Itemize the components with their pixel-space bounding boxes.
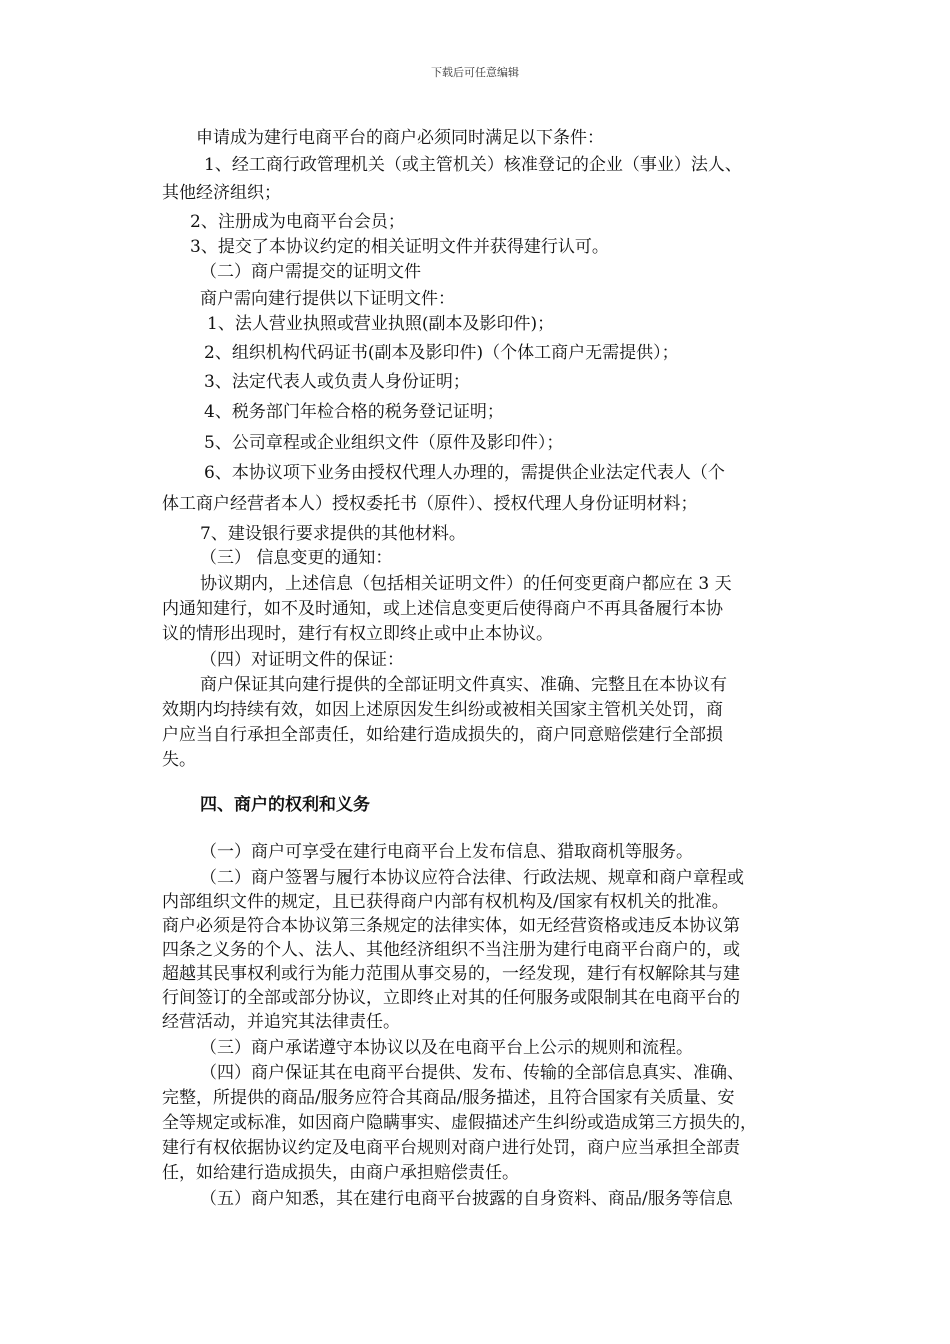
- para-line: 失。: [162, 750, 196, 770]
- list-item: 5、公司章程或企业组织文件（原件及影印件）；: [204, 433, 564, 453]
- list-item: 4、税务部门年检合格的税务登记证明；: [204, 402, 504, 422]
- list-item: 2、组织机构代码证书(副本及影印件)（个体工商户无需提供）；: [204, 343, 679, 363]
- para-line: 其他经济组织；: [162, 183, 281, 203]
- para-line: 经营活动，并追究其法律责任。: [162, 1012, 400, 1032]
- para-line: 商户需向建行提供以下证明文件：: [200, 289, 455, 309]
- para-line: 议的情形出现时，建行有权立即终止或中止本协议。: [162, 624, 553, 644]
- para-line: 体工商户经营者本人）授权委托书（原件）、授权代理人身份证明材料；: [162, 494, 698, 514]
- para-line: 完整，所提供的商品/服务应符合其商品/服务描述，且符合国家有关质量、安: [162, 1088, 735, 1108]
- list-item: 7、建设银行要求提供的其他材料。: [200, 524, 466, 544]
- list-item: 6、本协议项下业务由授权代理人办理的，需提供企业法定代表人（个: [204, 463, 725, 483]
- para-line: 内通知建行，如不及时通知，或上述信息变更后使得商户不再具备履行本协: [162, 599, 723, 619]
- list-item: 3、法定代表人或负责人身份证明；: [204, 372, 470, 392]
- para-line: 商户保证其向建行提供的全部证明文件真实、准确、完整且在本协议有: [200, 675, 727, 695]
- para-line: 协议期内，上述信息（包括相关证明文件）的任何变更商户都应在 3 天: [200, 574, 732, 594]
- para-line: （二）商户签署与履行本协议应符合法律、行政法规、规章和商户章程或: [200, 868, 744, 888]
- section-heading: 四、商户的权利和义务: [200, 795, 370, 815]
- para-line: （一）商户可享受在建行电商平台上发布信息、猎取商机等服务。: [200, 842, 693, 862]
- para-line: 超越其民事权利或行为能力范围从事交易的，一经发现，建行有权解除其与建: [162, 964, 740, 984]
- subheading: （二）商户需提交的证明文件: [200, 262, 421, 282]
- para-line: 3、提交了本协议约定的相关证明文件并获得建行认可。: [190, 237, 609, 257]
- para-line: 商户必须是符合本协议第三条规定的法律实体，如无经营资格或违反本协议第: [162, 916, 740, 936]
- para-line: 四条之义务的个人、法人、其他经济组织不当注册为建行电商平台商户的，或: [162, 940, 740, 960]
- para-line: 任，如给建行造成损失，由商户承担赔偿责任。: [162, 1163, 519, 1183]
- para-line: 行间签订的全部或部分协议，立即终止对其的任何服务或限制其在电商平台的: [162, 988, 740, 1008]
- page-header: 下载后可任意编辑: [431, 66, 519, 79]
- para-line: 内部组织文件的规定，且已获得商户内部有权机构及/国家有权机关的批准。: [162, 892, 729, 912]
- subheading: （三） 信息变更的通知：: [200, 548, 393, 568]
- para-line: 1、经工商行政管理机关（或主管机关）核准登记的企业（事业）法人、: [204, 155, 742, 175]
- para-line: 2、注册成为电商平台会员；: [190, 212, 405, 232]
- para-line: 效期内均持续有效，如因上述原因发生纠纷或被相关国家主管机关处罚，商: [162, 700, 723, 720]
- para-line: （三）商户承诺遵守本协议以及在电商平台上公示的规则和流程。: [200, 1038, 693, 1058]
- para-line: 户应当自行承担全部责任，如给建行造成损失的，商户同意赔偿建行全部损: [162, 725, 723, 745]
- subheading: （四）对证明文件的保证：: [200, 650, 404, 670]
- para-line: 申请成为建行电商平台的商户必须同时满足以下条件：: [196, 128, 604, 148]
- para-line: 建行有权依据协议约定及电商平台规则对商户进行处罚，商户应当承担全部责: [162, 1138, 740, 1158]
- para-line: （五）商户知悉，其在建行电商平台披露的自身资料、商品/服务等信息: [200, 1189, 733, 1209]
- para-line: 全等规定或标准，如因商户隐瞒事实、虚假描述产生纠纷或造成第三方损失的，: [162, 1113, 757, 1133]
- para-line: （四）商户保证其在电商平台提供、发布、传输的全部信息真实、准确、: [200, 1063, 744, 1083]
- list-item: 1、法人营业执照或营业执照(副本及影印件)；: [207, 314, 555, 334]
